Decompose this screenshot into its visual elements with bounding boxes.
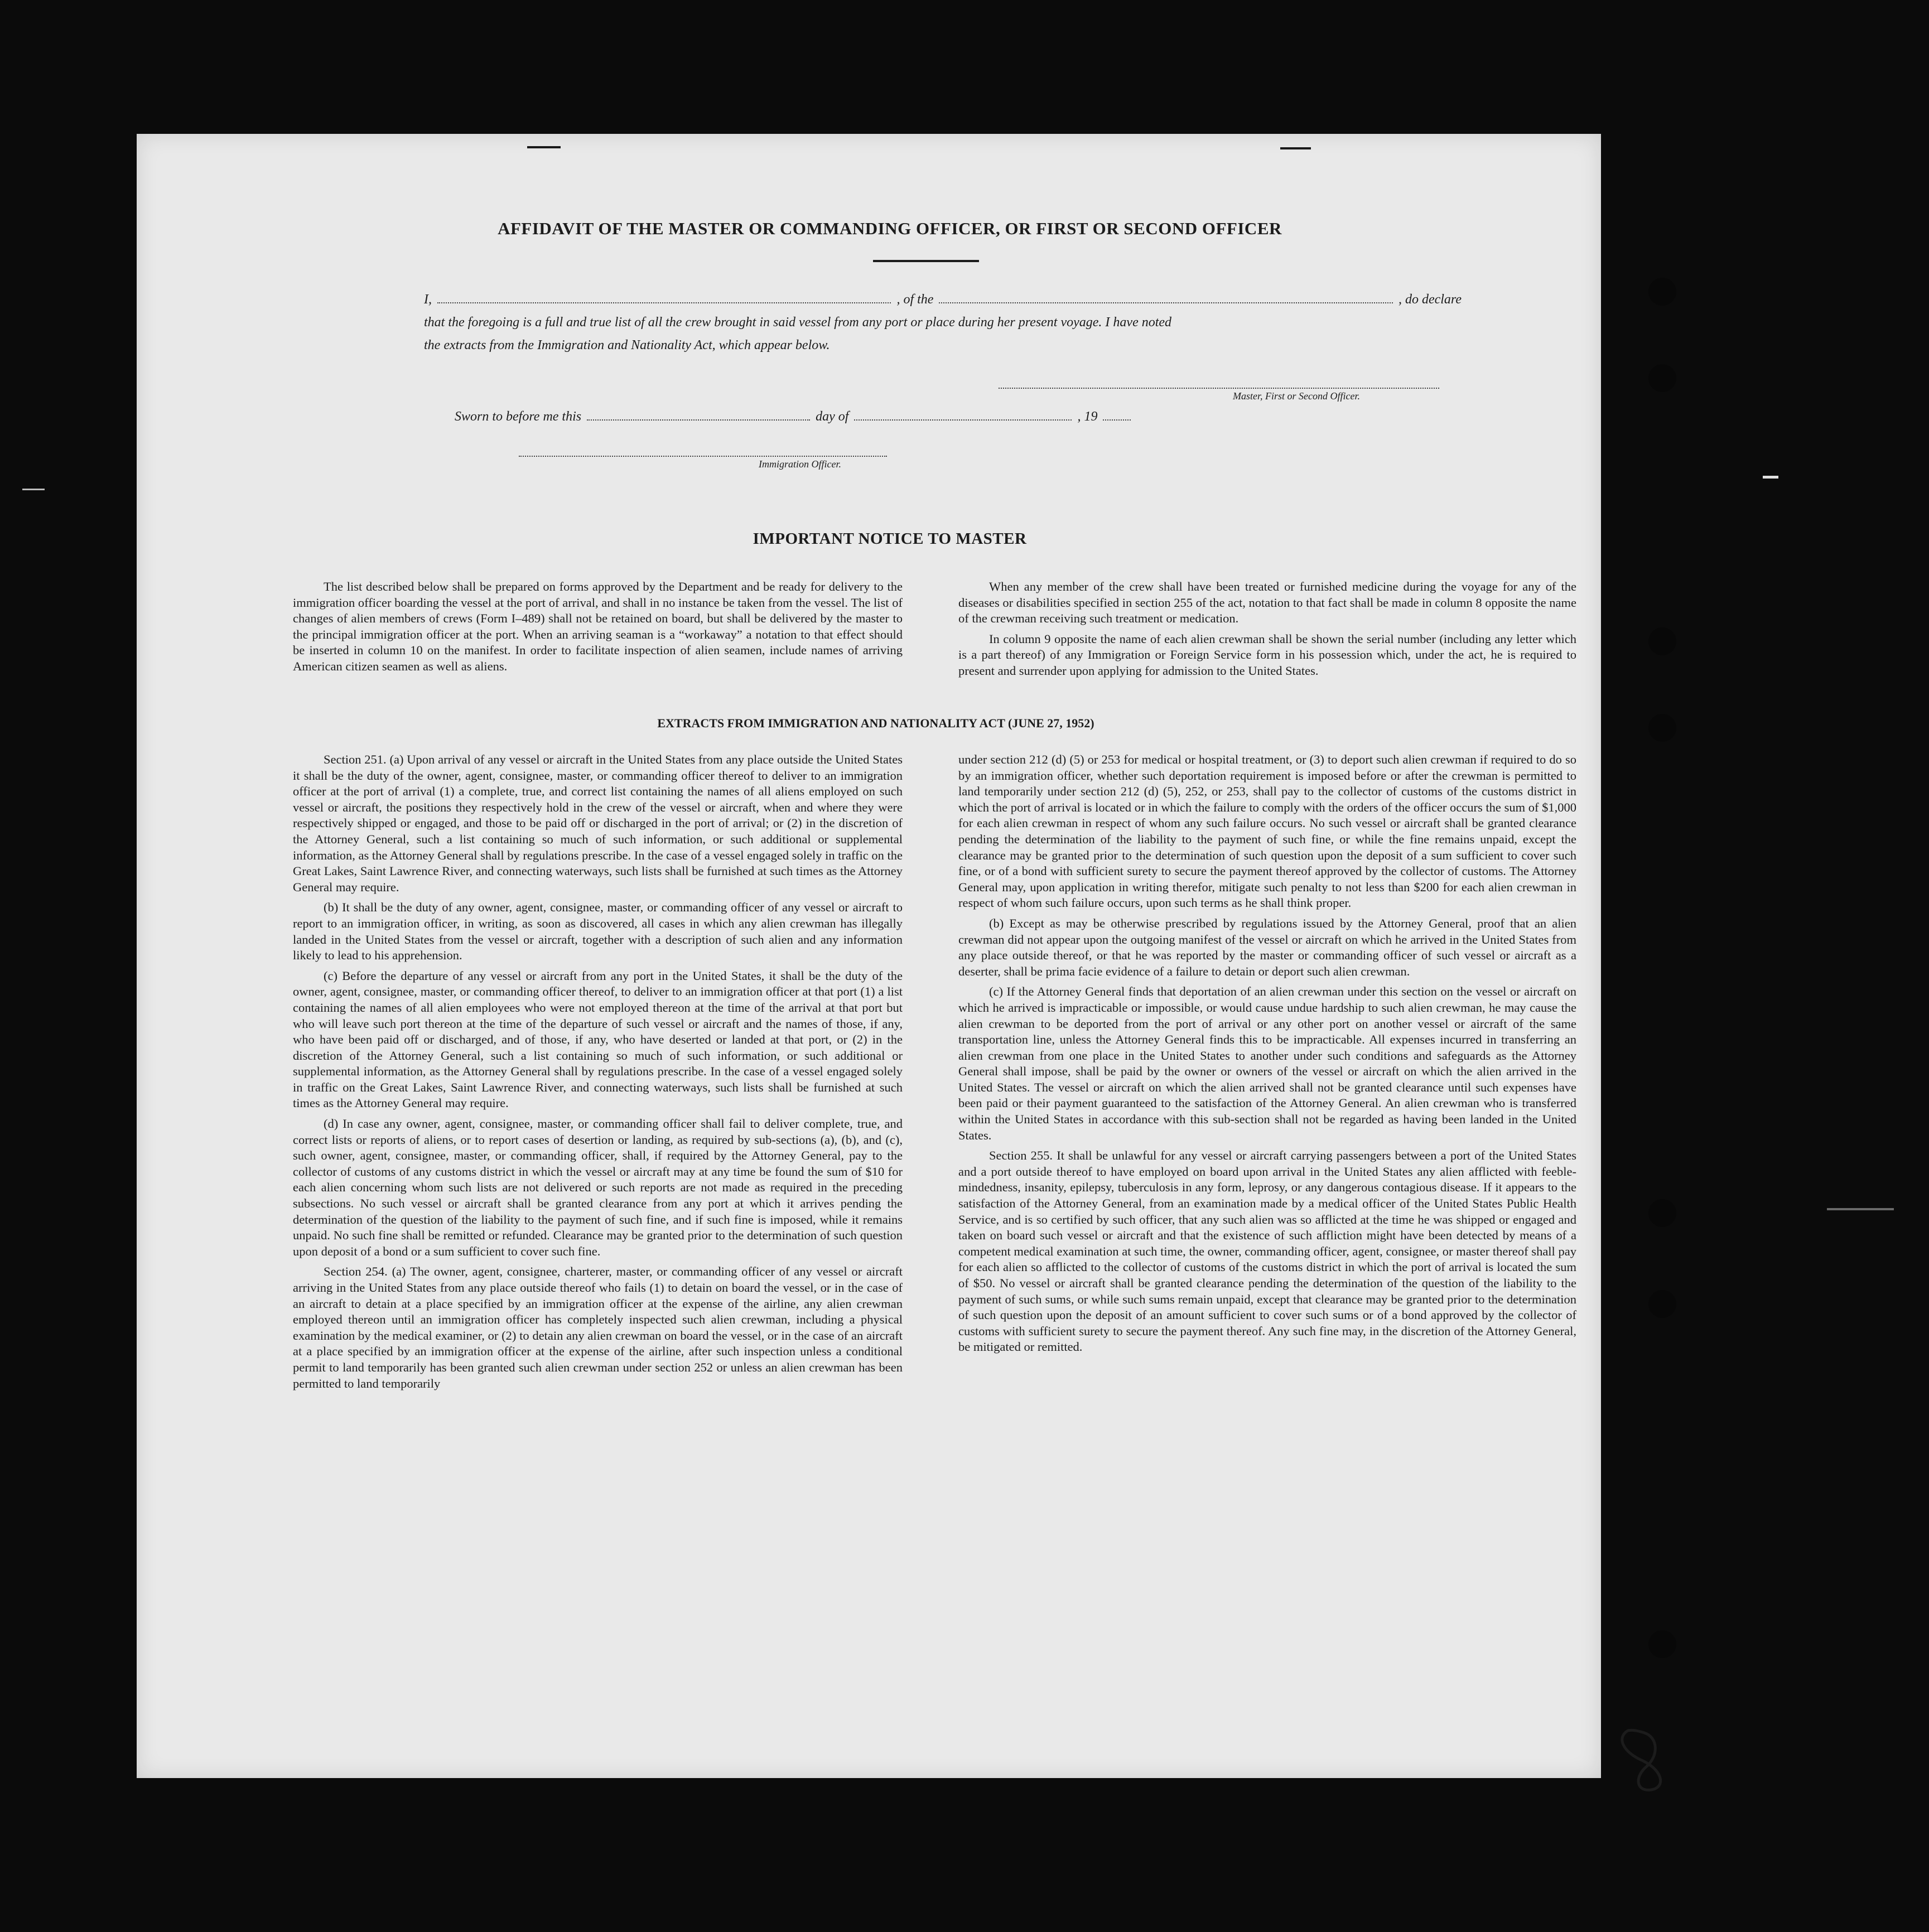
handwritten-page-number — [1612, 1721, 1674, 1793]
section-paragraph: (b) Except as may be otherwise prescribed by regulations issued by the Attorney General, proof that an alien crewman did not appear upon the outgoing manifest of the vessel or aircraft on which he arrived in the United States from any place outside thereof, or that he was reported by the master or commanding officer of such vessel or aircraft as a deserter, shall be prima facie evidence of a failure to detain or deport such alien crewman. — [958, 916, 1576, 978]
section-paragraph: (c) If the Attorney General finds that deportation of an alien crewman under this section on the vessel or aircraft on which he arrived is impracticable or impossible, or would cause undue hardship to such alien crewman, he may cause the alien crewman to be deported from the port of arrival or any other port on another vessel or aircraft of the same transportation line, unless the Attorney General finds this to be impracticable. All expenses incurred in transferring an alien crewman from one place in the United States to another under such conditions and safeguards as the Attorney General shall impose, shall be paid by the owner or owners of the vessel or aircraft on which the alien arrived in the United States. The vessel or aircraft on which the alien arrived shall not be granted clearance until such expenses have been paid or their payment guaranteed to the satisfaction of the Attorney General. An alien crewman who is transferred within the United States in accordance with this sub-section shall not be regarded as having been landed in the United States. — [958, 984, 1576, 1142]
section-paragraph: Section 254. (a) The owner, agent, consignee, charterer, master, or commanding officer of any vessel or aircraft arriving in the United States from any place outside thereof who fails (1) to detain on board the vessel, or in the case of an aircraft to detain at a place specified by an immigration officer at the expense of the airline, any alien crewman employed thereon until an immigration officer has completely inspected such alien crewman, including a physical examination by the medical examiner, or (2) to detain any alien crewman on board the vessel, or in the case of an aircraft at a place specified by an immigration officer at the expense of the airline, after such inspection unless a conditional permit to land temporarily has been granted such alien crewman under section 252 or unless an alien crewman has been permitted to land temporarily — [293, 1264, 903, 1390]
sworn-day-of: day of — [816, 409, 849, 424]
punch-hole — [1648, 1199, 1676, 1227]
declaration-do-declare: , do declare — [1398, 292, 1462, 307]
declaration-i: I, — [424, 292, 432, 307]
declaration-of-the: , of the — [896, 292, 934, 307]
declaration-line-3: the extracts from the Immigration and Nationality Act, which appear below. — [424, 338, 830, 352]
master-signature-line[interactable] — [999, 388, 1439, 389]
officer-signature-label: Immigration Officer. — [759, 458, 841, 470]
officer-signature-line[interactable] — [519, 456, 887, 457]
punch-hole — [1648, 714, 1676, 742]
name-blank[interactable] — [437, 291, 891, 303]
affidavit-title: AFFIDAVIT OF THE MASTER OR COMMANDING OFFICER, OR FIRST OR SECOND OFFICER — [498, 219, 1282, 238]
title-rule — [873, 260, 979, 262]
declaration — [424, 288, 1462, 357]
extracts-left-column — [293, 752, 903, 1392]
edge-mark — [1827, 1208, 1894, 1210]
sworn-year: , 19 — [1077, 409, 1098, 424]
punch-hole — [1648, 278, 1676, 306]
punch-hole — [1648, 1630, 1676, 1658]
sworn-text: Sworn to before me this — [455, 409, 582, 424]
edge-mark — [22, 489, 45, 490]
punch-hole — [1648, 364, 1676, 392]
fold-mark — [1280, 147, 1311, 149]
sworn-year-blank[interactable] — [1103, 408, 1131, 421]
edge-mark — [1763, 476, 1778, 479]
sworn-month-blank[interactable] — [854, 408, 1072, 421]
document-page — [137, 134, 1601, 1778]
section-paragraph: (b) It shall be the duty of any owner, agent, consignee, master, or commanding officer of any vessel or aircraft to report to an immigration officer, in writing, as soon as discovered, all cases in which any alien crewman has illegally landed in the United States from the vessel or aircraft, together with a description of such alien and any information likely to lead to his apprehension. — [293, 900, 903, 963]
notice-right-column — [958, 579, 1576, 679]
sworn-day-blank[interactable] — [587, 408, 810, 421]
extracts-title: EXTRACTS FROM IMMIGRATION AND NATIONALITY ACT (JUNE 27, 1952) — [657, 716, 1094, 730]
notice-paragraph: When any member of the crew shall have been treated or furnished medicine during the voyage for any of the diseases or disabilities specified in section 255 of the act, notation to that fact shall be made in column 8 opposite the name of the crewman receiving such treatment or medication. — [958, 579, 1576, 626]
section-paragraph: Section 251. (a) Upon arrival of any vessel or aircraft in the United States from any place outside the United States it shall be the duty of the owner, agent, consignee, master, or commanding officer thereof to deliver to an immigration officer at the port of arrival (1) a complete, true, and correct list containing the names of all aliens employed on such vessel or aircraft, the positions they respectively hold in the crew of the vessel or aircraft, when and where they were respectively shipped or engaged, and those to be paid off or discharged in the port of arrival; or (2) in the discretion of the Attorney General, such a list containing so much of such information, or such additional or supplemental information, as the Attorney General shall by regulations prescribe. In the case of a vessel engaged solely in traffic on the Great Lakes, Saint Lawrence River, and connecting waterways, such lists shall be furnished at such times as the Attorney General may require. — [293, 752, 903, 894]
punch-hole — [1648, 1290, 1676, 1318]
notice-title: IMPORTANT NOTICE TO MASTER — [753, 530, 1027, 548]
notice-paragraph: The list described below shall be prepared on forms approved by the Department and be ready for delivery to the immigration officer boarding the vessel at the port of arrival, and shall in no instance be taken from the vessel. The list of changes of alien members of crews (Form I–489) shall not be retained on board, but shall be delivered by the master to the principal immigration officer at the port. When an arriving seaman is a “workaway” a notation to that effect should be inserted in column 10 on the manifest. In order to facilitate inspection of alien seamen, include names of arriving American citizen seamen as well as aliens. — [293, 579, 903, 673]
section-paragraph: Section 255. It shall be unlawful for any vessel or aircraft carrying passengers between a port of the United States and a port outside thereof to have employed on board upon arrival in the United States any alien afflicted with feeble-mindedness, insanity, epilepsy, tuberculosis in any form, leprosy, or any dangerous contagious disease. If it appears to the satisfaction of the Attorney General, from an examination made by a medical officer of the United States Public Health Service, and is so certified by such officer, that any such alien was so afflicted at the time he was shipped or engaged and taken on board such vessel or aircraft and that the existence of such affliction might have been detected by means of a competent medical examination at such time, the owner, commanding officer, agent, consignee, or master thereof shall pay for each alien so afflicted to the collector of customs of the customs district in which the port of arrival is located the sum of $50. No vessel or aircraft shall be granted clearance pending the determination of the question of the liability to the payment of such sums, or while such sums remain unpaid, except that clearance may be granted prior to the determination of such question upon the deposit of an amount sufficient to cover such sums or of a bond approved by the collector of customs with sufficient surety to secure the payment thereof. Any such fine may, in the discretion of the Attorney General, be mitigated or remitted. — [958, 1148, 1576, 1354]
vessel-blank[interactable] — [939, 291, 1392, 303]
fold-mark — [527, 146, 561, 148]
declaration-line-2: that the foregoing is a full and true list of all the crew brought in said vessel from any port or place during her present voyage. I have noted — [424, 315, 1172, 330]
section-paragraph: under section 212 (d) (5) or 253 for medical or hospital treatment, or (3) to deport such alien crewman if required to do so by an immigration officer, whether such deportation requirement is imposed before or after the crewman is permitted to land temporarily under section 212 (d) (5), 252, or 253, shall pay to the collector of customs of the customs district in which the port of arrival is located or in which the failure to comply with the orders of the officer occurs the sum of $1,000 for each alien crewman in respect of whom any such failure occurs. No such vessel or aircraft shall be granted clearance pending the determination of the liability to the payment of such fine, or while the fine remains unpaid, except the clearance may be granted prior to the determination of such question upon the deposit of a sum sufficient to cover such fine, or of a bond with sufficient surety to secure the payment thereof approved by the collector of customs. The Attorney General may, upon application in writing therefor, mitigate such penalty to not less than $200 for each alien crewman in respect of whom such failure occurs, upon such terms as he shall think proper. — [958, 752, 1576, 910]
master-signature-label: Master, First or Second Officer. — [1233, 390, 1360, 402]
sworn-line — [455, 408, 1330, 424]
notice-left-column — [293, 579, 903, 675]
extracts-right-column — [958, 752, 1576, 1355]
notice-paragraph: In column 9 opposite the name of each alien crewman shall be shown the serial number (including any letter which is a part thereof) of any Immigration or Foreign Service form in his possession which, under the act, he is required to present and surrender upon applying for admission to the United States. — [958, 631, 1576, 678]
punch-hole — [1648, 627, 1676, 655]
section-paragraph: (c) Before the departure of any vessel or aircraft from any port in the United States, it shall be the duty of the owner, agent, consignee, master, or commanding officer thereof, to deliver to an immigration officer at that port (1) a list containing the names of all alien employees who were not employed thereon at the time of the arrival at that port but who will leave such port thereon at the time of the departure of such vessel or aircraft and the names of those, if any, who have been paid off or discharged, and of those, if any, who have deserted or landed at that port, or (2) in the discretion of the Attorney General, such a list containing so much of such information, or such additional or supplemental information, as the Attorney General shall by regulations prescribe. In the case of a vessel engaged solely in traffic on the Great Lakes, Saint Lawrence River, and connecting waterways, such lists shall be furnished at such times as the Attorney General may require. — [293, 968, 903, 1110]
section-paragraph: (d) In case any owner, agent, consignee, master, or commanding officer shall fail to deliver complete, true, and correct lists or reports of aliens, or to report cases of desertion or landing, as required by sub-sections (a), (b), and (c), such owner, agent, consignee, master, or commanding officer, shall, if required by the Attorney General, pay to the collector of customs of any customs district in which the vessel or aircraft may at any time be found the sum of $10 for each alien concerning whom such lists are not delivered or such reports are not made as required in the preceding subsections. No such vessel or aircraft shall be granted clearance from any port at which it arrives pending the determination of the question of the liability to the payment of such fine, and if such fine is imposed, while it remains unpaid. No such fine shall be remitted or refunded. Clearance may be granted prior to the determination of such question upon deposit of a bond or a sum sufficient to cover such fine. — [293, 1117, 903, 1258]
